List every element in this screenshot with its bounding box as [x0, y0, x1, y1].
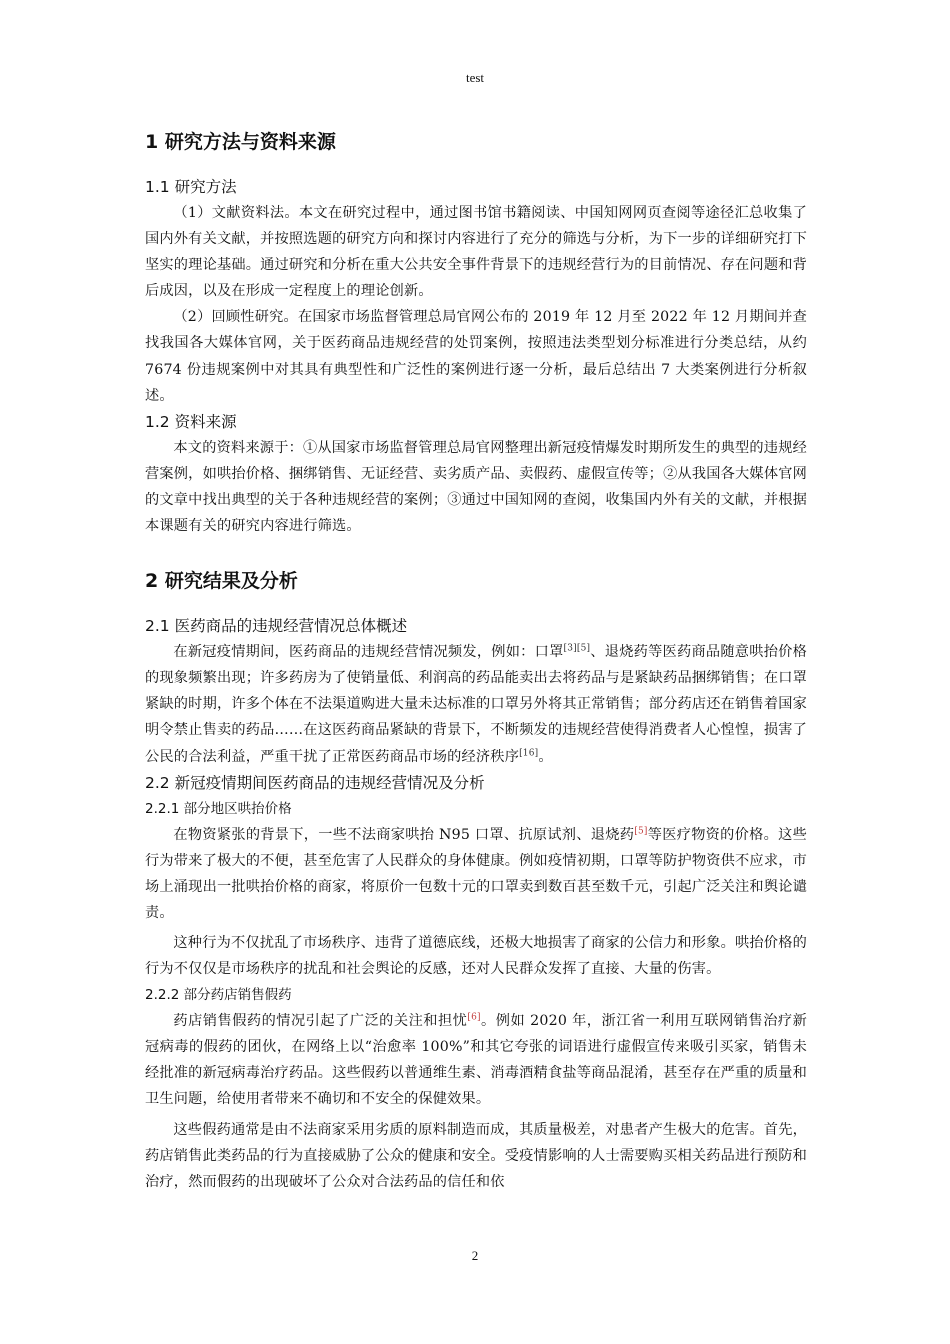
text-run: 。 — [538, 748, 553, 765]
section-2-2-2-heading: 2.2.2 部分药店销售假药 — [145, 987, 292, 1004]
page-number: 2 — [471, 1248, 479, 1263]
citation-ref: [5] — [634, 825, 648, 836]
paragraph-1-2-a: 本文的资料来源于：①从国家市场监督管理总局官网整理出新冠疫情爆发时期所发生的典型的违规经营案例，如哄抬价格、捆绑销售、无证经营、卖劣质产品、卖假药、虚假宣传等；②从我国各大媒体官网的文章中找出典型的关于各种违规经营的案例；③通过中国知网的查阅，收集国内外有关的文献，并根据本课题有关的研究内容进行筛选。 — [145, 439, 807, 535]
text-run: 、退烧药等医药商品随意哄抬价格的现象频繁出现；许多药房为了使销量低、利润高的药品能卖出去将药品与是紧缺药品捆绑销售；在口罩紧缺的时期，许多个体在不法渠道购进大量未达标准的口罩另外将其正常销售；部分药店还在销售着国家明令禁止售卖的药品……在这医药商品紧缺的背景下，不断频发的违规经营使得消费者人心惶惶，损害了公民的合法利益，严重干扰了正常医药商品市场的经济秩序 — [145, 644, 807, 765]
section-2-2-1-heading: 2.2.1 部分地区哄抬价格 — [145, 800, 292, 817]
section-2-1-heading: 2.1 医药商品的违规经营情况总体概述 — [145, 617, 408, 636]
text-run: 在物资紧张的背景下，一些不法商家哄抬 N95 口罩、抗原试剂、退烧药 — [173, 826, 635, 843]
citation-ref: [16] — [519, 747, 539, 758]
paragraph-2-2-1-b: 这种行为不仅扰乱了市场秩序、违背了道德底线，还极大地损害了商家的公信力和形象。哄抬价格的行为不仅仅是市场秩序的扰乱和社会舆论的反感，还对人民群众发挥了直接、大量的伤害。 — [145, 934, 807, 978]
text-run: 等医疗物资的价格。这些行为带来了极大的不便，甚至危害了人民群众的身体健康。例如疫情初期，口罩等防护物资供不应求，市场上涌现出一批哄抬价格的商家，将原价一包数十元的口罩卖到数百甚至数千元，引起广泛关注和舆论谴责。 — [145, 826, 808, 921]
citation-ref: [3][5] — [563, 643, 591, 654]
text-run: 药店销售假药的情况引起了广泛的关注和担忧 — [173, 1013, 468, 1030]
paragraph-2-2-2-b: 这些假药通常是由不法商家采用劣质的原料制造而成，其质量极差，对患者产生极大的危害。首先，药店销售此类药品的行为直接威胁了公众的健康和安全。受疫情影响的人士需要购买相关药品进行预防和治疗，然而假药的出现破坏了公众对合法药品的信任和依 — [145, 1121, 807, 1190]
section-1-2-heading: 1.2 资料来源 — [145, 412, 237, 431]
page-header: test — [465, 70, 485, 85]
section-2-2-heading: 2.2 新冠疫情期间医药商品的违规经营情况及分析 — [145, 773, 485, 792]
paragraph-1-1-a: （1）文献资料法。本文在研究过程中，通过图书馆书籍阅读、中国知网网页查阅等途径汇总收集了国内外有关文献，并按照选题的研究方向和探讨内容进行了充分的筛选与分析，为下一步的详细研究打下坚实的理论基础。通过研究和分析在重大公共安全事件背景下的违规经营行为的目前情况、存在问题和背后成因，以及在形成一定程度上的理论创新。 — [145, 205, 807, 300]
section-1-1-heading: 1.1 研究方法 — [145, 178, 237, 196]
text-run: 。例如 2020 年，浙江省一利用互联网销售治疗新冠病毒的假药的团伙，在网络上以“治愈率 100%”和其它夸张的词语进行虚假宣传来吸引买家，销售未经批准的新冠病毒治疗药品。这些假药以普通维生素、消毒酒精食盐等商品混淆，甚至存在严重的质量和卫生问题，给使用者带来不确切和不安全的保健效果。 — [145, 1013, 807, 1108]
paragraph-2-2-1-a — [145, 822, 807, 926]
paragraph-2-1-a — [145, 639, 807, 769]
paragraph-2-2-2-a — [145, 1008, 807, 1112]
section-1-heading: 1 研究方法与资料来源 — [145, 131, 336, 153]
section-2-heading: 2 研究结果及分析 — [145, 570, 298, 593]
page-body — [145, 122, 807, 1195]
text-run: 在新冠疫情期间，医药商品的违规经营情况频发，例如：口罩 — [173, 644, 564, 661]
paragraph-1-1-b: （2）回顾性研究。在国家市场监督管理总局官网公布的 2019 年 12 月至 2022 年 12 月期间并查找我国各大媒体官网，关于医药商品违规经营的处罚案例，按照违法类型划分标准进行分类总结，从约 7674 份违规案例中对其具有典型性和广泛性的案例进行逐一分析，最后总结出 7 大类案例进行分析叙述。 — [145, 309, 807, 404]
citation-ref: [6] — [467, 1012, 481, 1023]
